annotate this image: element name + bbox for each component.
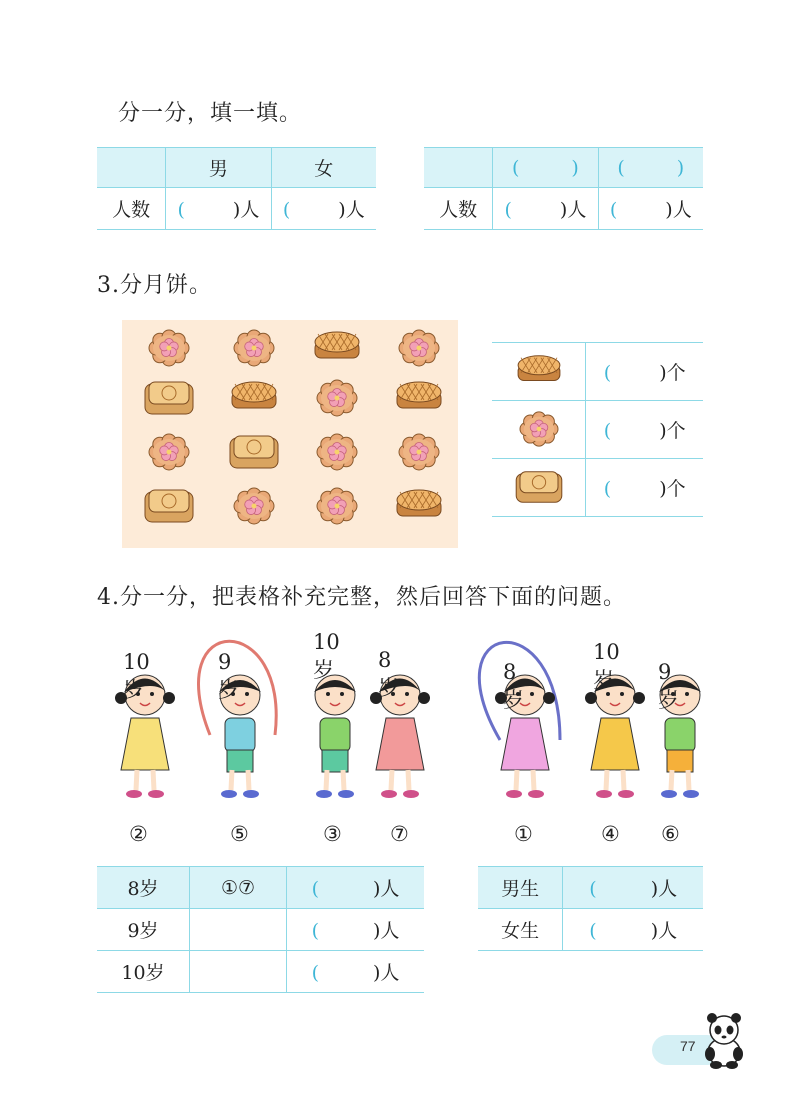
child-number-label: ③ bbox=[323, 822, 342, 846]
members-cell[interactable] bbox=[190, 951, 287, 993]
age-label: 9岁 bbox=[97, 909, 190, 951]
lattice-mooncake-icon bbox=[315, 332, 359, 358]
members-cell[interactable] bbox=[190, 909, 287, 951]
child-number-label: ⑥ bbox=[661, 822, 680, 846]
child-age-label: 9岁 bbox=[218, 650, 239, 702]
row-label: 人数 bbox=[97, 188, 166, 230]
square-mooncake-icon bbox=[509, 465, 569, 505]
custom-category-table bbox=[424, 147, 703, 230]
child-age-label: 10岁 bbox=[123, 650, 150, 702]
child-age-label: 9岁 bbox=[658, 660, 679, 712]
answer-cell[interactable]: ( )人 bbox=[563, 867, 703, 909]
mooncake-grid bbox=[122, 320, 458, 548]
flower-mooncake-icon bbox=[149, 434, 189, 470]
child-age-label: 8岁 bbox=[503, 660, 524, 712]
mooncake-count-table bbox=[492, 342, 703, 517]
answer-cell[interactable]: ( )人 bbox=[166, 188, 271, 230]
header-empty bbox=[97, 148, 166, 188]
header-boy: 男 bbox=[166, 148, 271, 188]
flower-mooncake-icon bbox=[317, 488, 357, 524]
gender-count-table bbox=[97, 147, 376, 230]
flower-mooncake-icon bbox=[317, 434, 357, 470]
flower-mooncake-icon bbox=[234, 330, 274, 366]
section3-title: 3.分月饼。 bbox=[97, 273, 212, 298]
answer-cell[interactable]: ( )人 bbox=[287, 909, 425, 951]
answer-cell[interactable]: ( )人 bbox=[287, 867, 425, 909]
child-age-label: 10岁 bbox=[313, 630, 340, 682]
flower-mooncake-icon bbox=[509, 407, 569, 447]
flower-cake-cell bbox=[492, 401, 586, 459]
gender-label: 女生 bbox=[478, 909, 563, 951]
flower-mooncake-icon bbox=[149, 330, 189, 366]
lattice-cake-cell bbox=[492, 343, 586, 401]
mooncake-panel bbox=[122, 320, 458, 548]
child-figure bbox=[314, 675, 356, 798]
answer-cell[interactable]: ( )人 bbox=[287, 951, 425, 993]
section4-title: 4.分一分，把表格补充完整，然后回答下面的问题。 bbox=[97, 585, 626, 610]
answer-cell[interactable]: ( )人 bbox=[598, 188, 703, 230]
child-number-label: ② bbox=[129, 822, 148, 846]
age-group-table bbox=[97, 866, 424, 993]
lattice-mooncake-icon bbox=[232, 382, 276, 408]
square-mooncake-icon bbox=[145, 382, 193, 414]
header-girl: 女 bbox=[271, 148, 376, 188]
flower-mooncake-icon bbox=[234, 488, 274, 524]
answer-cell[interactable]: ( )个 bbox=[586, 343, 703, 401]
age-label: 8岁 bbox=[97, 867, 190, 909]
flower-mooncake-icon bbox=[399, 330, 439, 366]
header-empty bbox=[424, 148, 493, 188]
members-cell[interactable]: ①⑦ bbox=[190, 867, 287, 909]
lattice-mooncake-icon bbox=[397, 382, 441, 408]
child-number-label: ④ bbox=[601, 822, 620, 846]
answer-cell[interactable]: ( )人 bbox=[563, 909, 703, 951]
answer-cell[interactable]: ( )个 bbox=[586, 401, 703, 459]
panda-icon bbox=[698, 1010, 748, 1070]
square-mooncake-icon bbox=[230, 436, 278, 468]
child-number-label: ① bbox=[514, 822, 533, 846]
child-number-label: ⑦ bbox=[390, 822, 409, 846]
square-mooncake-icon bbox=[145, 490, 193, 522]
row-label: 人数 bbox=[424, 188, 493, 230]
header-blank-1[interactable]: ( ) bbox=[493, 148, 598, 188]
child-age-label: 8岁 bbox=[378, 648, 399, 700]
section1-title: 分一分，填一填。 bbox=[118, 101, 303, 126]
lattice-mooncake-icon bbox=[509, 349, 569, 389]
gender-group-table bbox=[478, 866, 703, 951]
lattice-mooncake-icon bbox=[397, 490, 441, 516]
gender-label: 男生 bbox=[478, 867, 563, 909]
answer-cell[interactable]: ( )人 bbox=[493, 188, 598, 230]
answer-cell[interactable]: ( )个 bbox=[586, 459, 703, 517]
square-cake-cell bbox=[492, 459, 586, 517]
header-blank-2[interactable]: ( ) bbox=[598, 148, 703, 188]
child-number-label: ⑤ bbox=[230, 822, 249, 846]
flower-mooncake-icon bbox=[399, 434, 439, 470]
child-age-label: 10岁 bbox=[593, 640, 620, 692]
page-number: 77 bbox=[680, 1038, 696, 1054]
age-label: 10岁 bbox=[97, 951, 190, 993]
answer-cell[interactable]: ( )人 bbox=[271, 188, 376, 230]
flower-mooncake-icon bbox=[317, 380, 357, 416]
